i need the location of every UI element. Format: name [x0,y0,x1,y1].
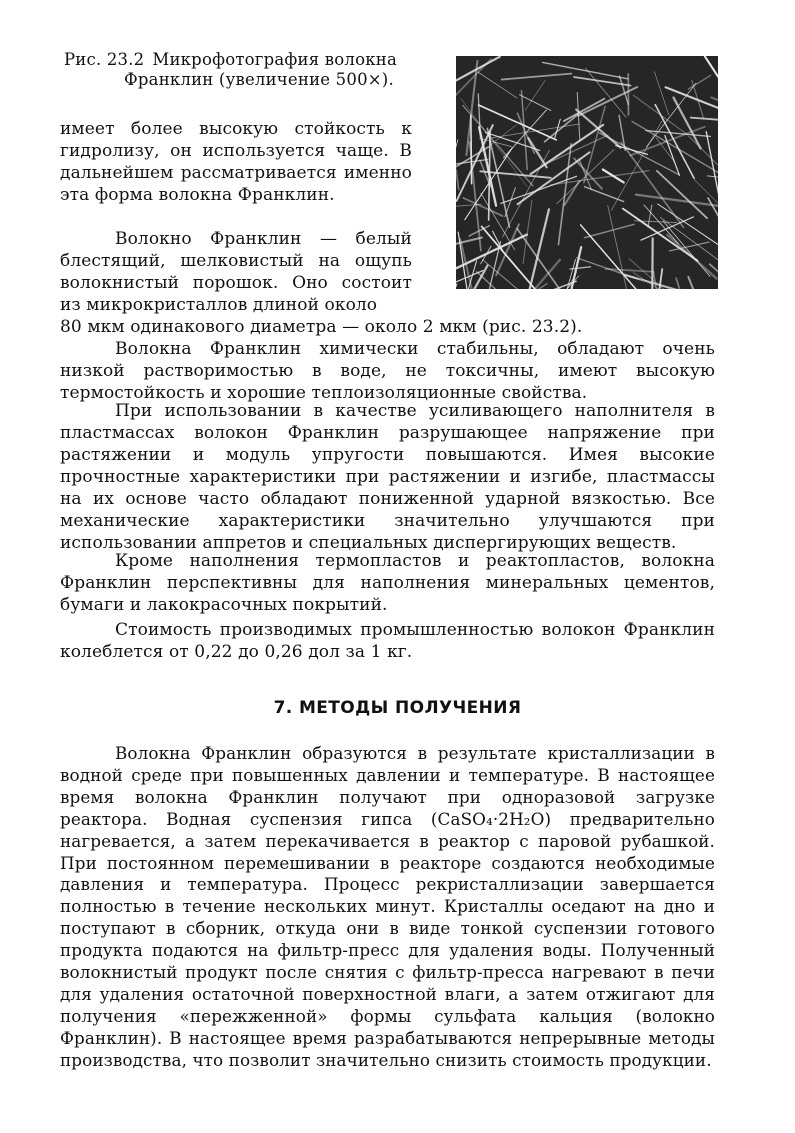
paragraph-3: Волокна Франклин химически стабильны, обладают очень низкой растворимостью в воде, не токсичны, имеют высокую термостойкость и хорошие теплоизоляционные свойства. [60,339,715,403]
paragraph-6: Стоимость производимых промышленностью волокон Франклин колеблется от 0,22 до 0,26 дол за 1 кг. [60,620,715,662]
section-heading: 7. МЕТОДЫ ПОЛУЧЕНИЯ [273,698,522,718]
paragraph-2: Волокно Франклин — белый блестящий, шелковистый на ощупь волокнистый порошок. Оно состоит из микрокристаллов длиной около [60,229,412,315]
figure-caption-line1: Микрофотография волокна [152,50,397,69]
figure-number: Рис. 23.2 [64,50,145,69]
micrograph-image [456,56,718,289]
paragraph-2-tail: 80 мкм одинакового диаметра — около 2 мкм (рис. 23.2). [60,317,583,337]
paragraph-5: Кроме наполнения термопластов и реактопластов, волокна Франклин перспективны для наполнения минеральных цементов, бумаги и лакокрасочных покрытий. [60,551,715,615]
figure-caption-line2: Франклин (увеличение 500×). [124,70,394,89]
figure-caption [64,50,414,90]
paragraph-1: имеет более высокую стойкость к гидролизу, он используется чаще. В дальнейшем рассматривается именно эта форма волокна Франклин. [60,119,412,205]
paragraph-4: При использовании в качестве усиливающего наполнителя в пластмассах волокон Франклин разрушающее напряжение при растяжении и модуль упругости повышаются. Имея высокие прочностные характеристики при растяжении и изгибе, пластмассы на их основе часто обладают пониженной ударной вязкостью. Все механические характеристики значительно улучшаются при использовании аппретов и специальных диспергирующих веществ. [60,401,715,553]
paragraph-7: Волокна Франклин образуются в результате кристаллизации в водной среде при повышенных давлении и температуре. В настоящее время волокна Франклин получают при одноразовой загрузке реактора. Водная суспензия гипса (CaSO₄·2H₂O) предварительно нагревается, а затем перекачивается в реактор с паровой рубашкой. При постоянном перемешивании в реакторе создаются необходимые давления и температура. Процесс рекристаллизации завершается полностью в течение нескольких минут. Кристаллы оседают на дно и поступают в сборник, откуда они в виде тонкой суспензии готового продукта подаются на фильтр-пресс для удаления воды. Полученный волокнистый продукт после снятия с фильтр-пресса нагревают в печи для удаления остаточной поверхностной влаги, а затем отжигают для получения «пережженной» формы сульфата кальция (волокно Франклин). В настоящее время разрабатываются непрерывные методы производства, что позволит значительно снизить стоимость продукции. [60,743,715,1070]
micrograph-fibers [456,56,718,289]
